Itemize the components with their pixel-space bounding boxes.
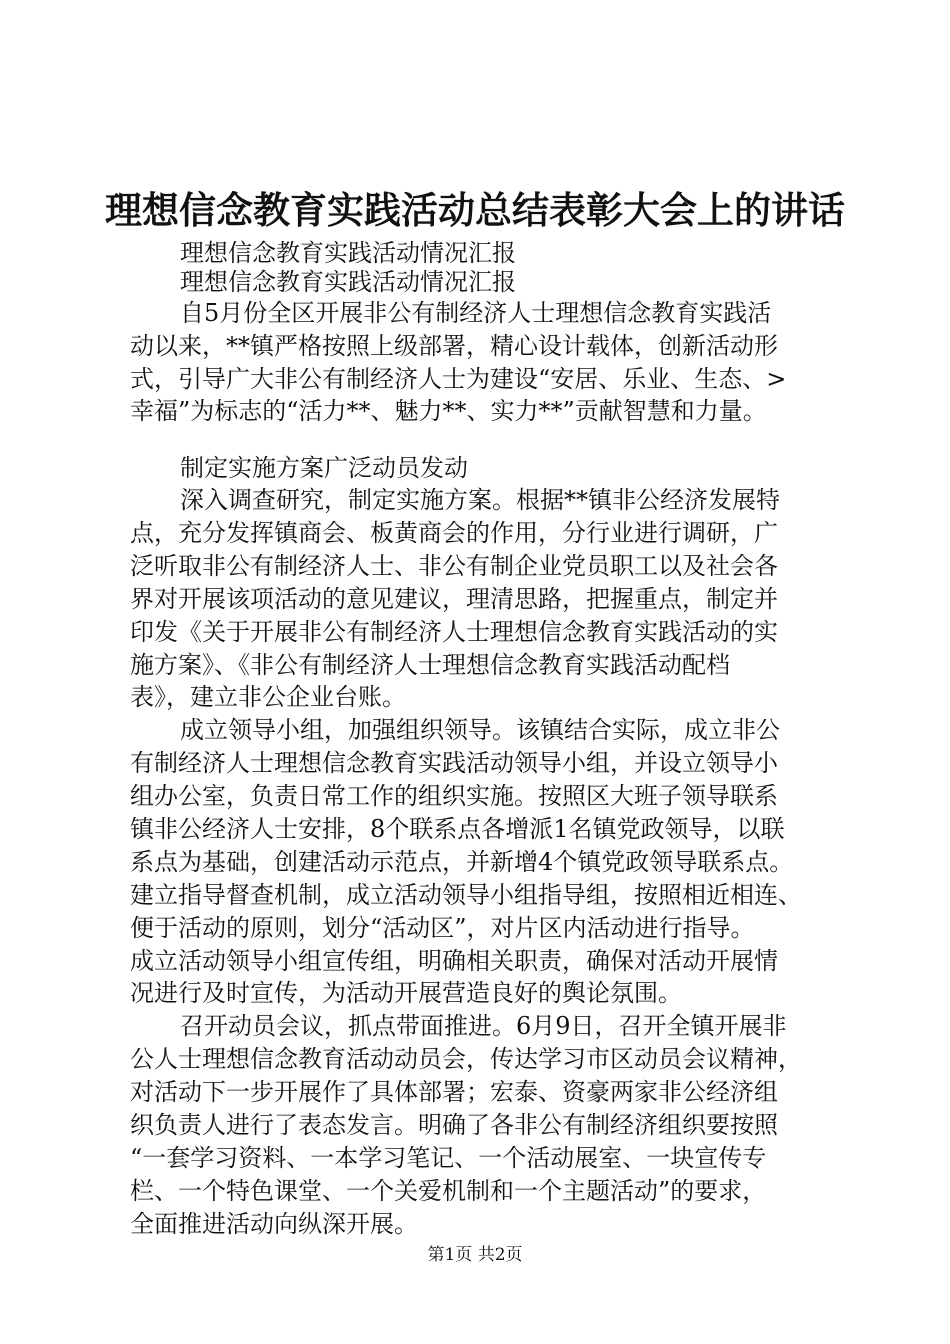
- text-line: 镇非公经济人士安排，8个联系点各增派1名镇党政领导，以联: [130, 815, 785, 843]
- text-line: 理想信念教育实践活动情况汇报: [180, 239, 516, 267]
- text-line: 表》，建立非公企业台账。: [130, 683, 406, 711]
- section-heading: 制定实施方案广泛动员发动: [180, 454, 468, 482]
- text-line: 自5月份全区开展非公有制经济人士理想信念教育实践活: [180, 299, 772, 327]
- text-line: 公人士理想信念教育活动动员会，传达学习市区动员会议精神，: [130, 1045, 802, 1073]
- text-line: 栏、一个特色课堂、一个关爱机制和一个主题活动”的要求，: [130, 1177, 767, 1205]
- text-line: 织负责人进行了表态发言。明确了各非公有制经济组织要按照: [130, 1111, 778, 1139]
- text-line: 况进行及时宣传，为活动开展营造良好的舆论氛围。: [130, 979, 682, 1007]
- text-line: 式，引导广大非公有制经济人士为建设“安居、乐业、生态、>: [130, 365, 787, 393]
- text-line: 便于活动的原则，划分“活动区”，对片区内活动进行指导。: [130, 914, 755, 942]
- text-line: 印发《关于开展非公有制经济人士理想信念教育实践活动的实: [130, 618, 778, 646]
- text-line: 点，充分发挥镇商会、板黄商会的作用，分行业进行调研，广: [130, 519, 778, 547]
- text-line: “一套学习资料、一本学习笔记、一个活动展室、一块宣传专: [130, 1144, 767, 1172]
- text-line: 全面推进活动向纵深开展。: [130, 1210, 418, 1238]
- text-line: 建立指导督查机制，成立活动领导小组指导组，按照相近相连、: [130, 881, 802, 909]
- text-line: 成立领导小组，加强组织领导。该镇结合实际，成立非公: [180, 716, 780, 744]
- text-line: 成立活动领导小组宣传组，明确相关职责，确保对活动开展情: [130, 947, 778, 975]
- text-line: 对活动下一步开展作了具体部署；宏泰、资豪两家非公经济组: [130, 1078, 778, 1106]
- page-number: 第1页 共2页: [427, 1245, 523, 1265]
- text-line: 幸福”为标志的“活力**、魅力**、实力**”贡献智慧和力量。: [130, 397, 767, 425]
- text-line: 理想信念教育实践活动情况汇报: [180, 268, 516, 296]
- text-line: 动以来，**镇严格按照上级部署，精心设计载体，创新活动形: [130, 332, 778, 360]
- text-line: 组办公室，负责日常工作的组织实施。按照区大班子领导联系: [130, 782, 778, 810]
- text-line: 泛听取非公有制经济人士、非公有制企业党员职工以及社会各: [130, 552, 778, 580]
- text-line: 系点为基础，创建活动示范点，并新增4个镇党政领导联系点。: [130, 848, 794, 876]
- text-line: 召开动员会议，抓点带面推进。6月9日，召开全镇开展非: [180, 1012, 787, 1040]
- text-line: 有制经济人士理想信念教育实践活动领导小组，并设立领导小: [130, 749, 778, 777]
- document-title: 理想信念教育实践活动总结表彰大会上的讲话: [105, 188, 845, 232]
- text-line: 界对开展该项活动的意见建议，理清思路，把握重点，制定并: [130, 585, 778, 613]
- text-line: 施方案》、《非公有制经济人士理想信念教育实践活动配档: [130, 651, 730, 679]
- text-line: 深入调查研究，制定实施方案。根据**镇非公经济发展特: [180, 486, 780, 514]
